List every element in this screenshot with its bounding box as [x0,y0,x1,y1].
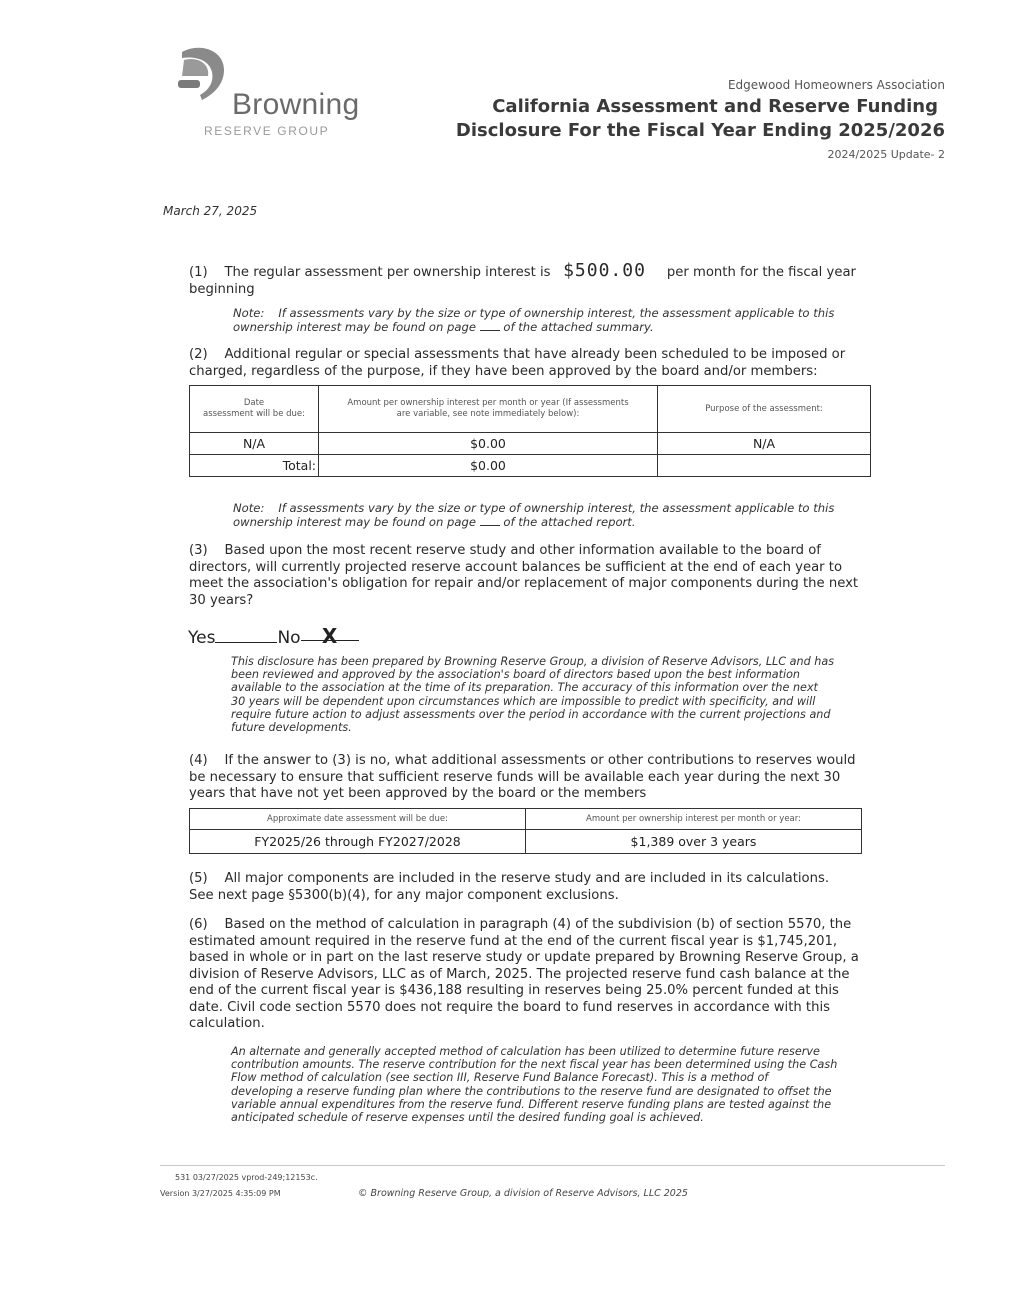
paragraph-number: (6) [189,917,208,932]
p3-text: meet the association's obligation for repair and/or replacement of major components during the next [189,576,859,591]
table-row [190,433,871,455]
note-text: If assessments vary by the size or type of ownership interest, the assessment applicable to this [278,501,835,515]
total-label: Total: [190,455,319,477]
cell-date: N/A [190,433,319,455]
p2-note [233,501,913,529]
cell-date: FY2025/26 through FY2027/2028 [190,830,526,854]
note-text: If assessments vary by the size or type of ownership interest, the assessment applicable to this [278,306,835,320]
page-blank [480,320,500,331]
paragraph-2 [189,347,919,380]
note-text: of the attached report. [503,515,636,529]
association-name: Edgewood Homeowners Association [727,78,945,92]
document-title-line1: California Assessment and Reserve Funding [492,96,938,117]
disclosure-statement: This disclosure has been prepared by Browning Reserve Group, a division of Reserve Advisors, LLC and has been reviewed and approved by the association's board of directors based upon the best information available to the association at the time of its preparation. The accuracy of this information over the next 30 years will be dependent upon circumstances which are impossible to predict with specificity, and will require future action to adjust assessments over the period in accordance with the current projections and future developments. [231,655,835,735]
column-header-date: Date assessment will be due: [190,386,319,433]
p4-text: If the answer to (3) is no, what additional assessments or other contributions to reserves would [224,753,856,768]
logo-wordmark: Browning [232,88,360,121]
column-header-amount: Amount per ownership interest per month or year (If assessments are variable, see note immediately below): [319,386,658,433]
p2-text: Additional regular or special assessments that have already been scheduled to be imposed or [224,347,846,362]
paragraph-3 [189,543,919,609]
note-text: of the attached summary. [503,320,654,334]
cell-amount: $0.00 [319,433,658,455]
p1-text-c: beginning [189,281,255,297]
note-label: Note: [233,306,265,320]
note-text: ownership interest may be found on page [233,320,477,334]
paragraph-4 [189,753,919,803]
paragraph-6: (6) Based on the method of calculation in paragraph (4) of the subdivision (b) of section 5570, the estimated amount required in the reserve fund at the end of the current fiscal year is $1,745,201, based in whole or in part on the last reserve study or update prepared by Browning Reserve Group, a division of Reserve Advisors, LLC as of March, 2025. The projected reserve fund cash balance at the end of the current fiscal year is $436,188 resulting in reserves being 25.0% percent funded at this date. Civil code section 5570 does not require the board to fund reserves in accordance with this calculation. [189,917,859,1031]
scheduled-assessments-table [189,385,871,477]
paragraph-number: (5) [189,871,208,886]
no-answer-mark: X [321,624,338,648]
footer-copyright: © Browning Reserve Group, a division of Reserve Advisors, LLC 2025 [358,1188,688,1199]
p3-text: 30 years? [189,592,254,608]
p3-text: Based upon the most recent reserve study and other information available to the board of [224,543,821,558]
paragraph-number: (3) [189,543,208,558]
note-label: Note: [233,501,265,515]
footer-version: Version 3/27/2025 4:35:09 PM [160,1189,281,1198]
p2-text: charged, regardless of the purpose, if they have been approved by the board and/or members: [189,363,818,379]
logo-subtitle: RESERVE GROUP [204,124,330,138]
no-label: No [277,628,301,648]
yes-blank [215,626,277,643]
p4-text: years that have not yet been approved by the board or the members [189,786,647,801]
paragraph-1 [189,260,919,298]
footer-document-id: 531 03/27/2025 vprod-249;12153c. [175,1173,318,1182]
browning-logo-icon [162,40,232,110]
table-header-row [190,809,862,830]
total-purpose-empty [658,455,871,477]
document-title-line2: Disclosure For the Fiscal Year Ending 2025/2026 [455,120,945,141]
total-amount: $0.00 [319,455,658,477]
cell-purpose: N/A [658,433,871,455]
table-row [190,830,862,854]
alternate-method-statement: An alternate and generally accepted method of calculation has been utilized to determine future reserve contribution amounts. The reserve contribution for the next fiscal year has been determined using the Cash Flow method of calculation (see section III, Reserve Fund Balance Forecast). This is a method of developing a reserve funding plan where the contributions to the reserve fund are designated to offset the variable annual expenditures from the reserve fund. Different reserve funding plans are tested against the anticipated schedule of reserve expenses until the desired funding goal is achieved. [231,1045,838,1125]
column-header-amount: Amount per ownership interest per month or year: [526,809,862,830]
document-date: March 27, 2025 [163,204,258,218]
p5-text: All major components are included in the reserve study and are included in its calculations. [224,871,830,886]
p5-text: See next page §5300(b)(4), for any major component exclusions. [189,887,619,903]
no-blank [301,624,359,648]
footer-divider [160,1165,945,1166]
yes-label: Yes [188,628,216,648]
p3-text: directors, will currently projected reserve account balances be sufficient at the end of each year to [189,559,843,575]
p4-text: be necessary to ensure that sufficient reserve funds will be available each year during the next 30 [189,769,841,785]
table-total-row [190,455,871,477]
update-label: 2024/2025 Update- 2 [827,148,945,161]
regular-assessment-amount: $500.00 [563,260,646,281]
note-text: ownership interest may be found on page [233,515,477,529]
paragraph-number: (4) [189,753,208,768]
additional-assessments-table [189,808,862,854]
yes-no-answer [188,624,359,648]
paragraph-number: (1) [189,265,208,280]
column-header-purpose: Purpose of the assessment: [658,386,871,433]
page-blank [480,515,500,526]
p1-note [233,306,913,334]
column-header-approx-date: Approximate date assessment will be due: [190,809,526,830]
p1-text-b: per month for the fiscal year [666,265,856,280]
p1-text: The regular assessment per ownership interest is [224,265,551,280]
table-header-row [190,386,871,433]
paragraph-5 [189,871,919,904]
cell-amount: $1,389 over 3 years [526,830,862,854]
paragraph-number: (2) [189,347,208,362]
